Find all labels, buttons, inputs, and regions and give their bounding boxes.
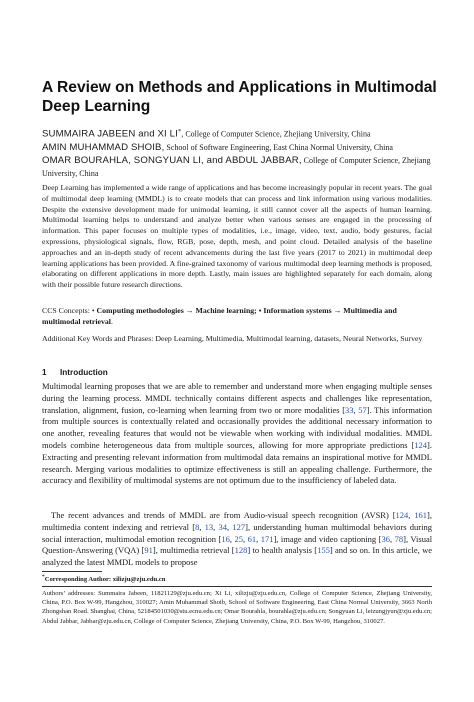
ccs-suffix: .: [110, 316, 113, 326]
citation-link[interactable]: 33: [345, 404, 354, 415]
citation-link[interactable]: 57: [358, 404, 367, 415]
text-run: ,: [213, 521, 219, 532]
citation-link[interactable]: 171: [260, 533, 274, 544]
text-run: ,: [256, 533, 261, 544]
citation-link[interactable]: 124: [414, 439, 428, 450]
author-affiliation-2: School of Software Engineering, East China Normal University, China: [164, 142, 393, 152]
corresponding-author-footnote: [42, 573, 432, 584]
text-run: ], multimedia content indexing and retrieval [: [42, 510, 433, 532]
citation-link[interactable]: 36: [381, 533, 390, 544]
author-line-2: [42, 141, 442, 154]
address-divider: [42, 586, 432, 587]
author-block: [42, 125, 442, 180]
citation-link[interactable]: 16: [221, 533, 230, 544]
text-run: ]. This information from multiple sources is contextually related and occasionally provides the additional necessary information to one another, revealing features that would not be viewable when working with individual modalities. MMDL models combine heterogeneous data from multiple sources, allowing for more appropriate predictions [: [42, 404, 432, 450]
citation-link[interactable]: 161: [414, 510, 428, 520]
citation-link[interactable]: 78: [394, 533, 404, 544]
text-run: ,: [229, 533, 235, 544]
intro-paragraph-2: [42, 510, 432, 569]
citation-link[interactable]: 34: [218, 521, 228, 532]
author-names-2: AMIN MUHAMMAD SHOIB,: [42, 141, 165, 153]
text-run: ,: [227, 521, 233, 532]
intro-paragraph-1: [42, 381, 432, 487]
text-run: ], Visual Question-Answering (VQA) [: [42, 533, 433, 556]
citation-link[interactable]: 13: [204, 521, 214, 532]
text-run: The recent advances and trends of MMDL are from Audio-visual speech recognition (AVSR) [: [51, 510, 396, 520]
citation-link[interactable]: 155: [317, 545, 330, 556]
text-run: ,: [389, 533, 395, 544]
citation-link[interactable]: 128: [234, 545, 248, 556]
citation-link[interactable]: 25: [234, 533, 243, 544]
corresponding-author-mark: *: [177, 128, 182, 135]
author-affiliation-1: , College of Computer Science, Zhejiang University, China: [181, 129, 371, 139]
text-run: ] to health analysis [: [247, 545, 318, 556]
text-run: ]. Extracting and presenting relevant information from multimodal data remains an inspirational motive for MMDL research. Merging various modalities to optimize effectiveness is still an appealing challenge. Furthermore, the accuracy and flexibility of multimodal systems are not optimum due to the insufficiency of labeled data.: [42, 439, 432, 486]
section-number: 1: [42, 368, 47, 377]
citation-link[interactable]: 127: [232, 521, 246, 532]
section-heading: [42, 368, 108, 377]
paper-title: A Review on Methods and Applications in Multimodal Deep Learning: [42, 79, 437, 115]
text-run: ], understanding human multimodal behaviors during social interaction, multimodal emotion recognition [: [42, 521, 432, 544]
author-line-3: [42, 154, 442, 180]
footnote-divider: [42, 571, 102, 572]
citation-link[interactable]: 8: [195, 521, 200, 532]
text-run: ], multimedia retrieval [: [152, 545, 235, 556]
author-names-1: SUMMAIRA JABEEN and XI LI: [42, 128, 178, 140]
text-run: ] and so on. In this article, we analyzed the latest MMDL models to propose: [42, 545, 432, 568]
author-affiliation-3: College of Computer Science, Zhejiang University, China: [42, 156, 431, 179]
text-run: ,: [353, 404, 359, 415]
text-run: ,: [242, 533, 248, 544]
section-title: Introduction: [60, 368, 108, 377]
author-names-3: OMAR BOURAHLA, SONGYUAN LI, and ABDUL JABBAR,: [42, 155, 302, 167]
citation-link[interactable]: 61: [247, 533, 257, 544]
text-run: ,: [408, 510, 415, 520]
author-line-1: [42, 125, 442, 141]
ccs-prefix: CCS Concepts: •: [42, 306, 97, 315]
text-run: ], image and video captioning [: [273, 533, 382, 544]
footnote-mark: *: [42, 574, 45, 580]
keywords: Additional Key Words and Phrases: Deep Learning, Multimedia, Multimodal learning, datasets, Neural Networks, Survey: [42, 334, 423, 343]
footnote-email: xilizju@zju.edu.cn: [111, 576, 166, 584]
abstract: Deep Learning has implemented a wide range of applications and has become increasingly popular in recent years. The goal of multimodal deep learning (MMDL) is to create models that can process and link information using various modalities. Despite the extensive development made for unimodal learning, it still cannot cover all the aspects of human learning. Multimodal learning helps to understand and analyze better when various senses are engaged in the processing of information. This paper focuses on multiple types of modalities, i.e., image, video, text, audio, body gestures, facial expressions, physiological signals, flow, RGB, pose, depth, mesh, and point cloud. Detailed analysis of the baseline approaches and an in-depth study of recent advancements during the last five years (2017 to 2021) in multimodal deep learning applications has been provided. A fine-grained taxonomy of various multimodal deep learning methods is proposed, elaborating on different applications in more depth. Lastly, main issues are highlighted separately for each domain, along with their possible future research directions.: [42, 183, 432, 290]
citation-link[interactable]: 124: [395, 510, 409, 520]
ccs-concept-list: Computing methodologies → Machine learning; • Information systems → Multimedia and multimodal retrieval: [42, 306, 397, 326]
text-run: Multimodal learning proposes that we are able to remember and understand more when engaging multiple senses during the learning process. MMDL technically contains different aspects and challenges like representation, translation, alignment, fusion, co-learning when learning from two or more modalities [: [42, 381, 432, 415]
ccs-concepts: [42, 306, 432, 328]
footnote-label: Corresponding Author:: [44, 576, 112, 584]
text-run: ,: [199, 521, 205, 532]
citation-link[interactable]: 91: [144, 545, 153, 556]
author-addresses: Authors’ addresses: Summaira Jabeen, 11821129@zju.edu.cn; Xi Li, xilizju@zju.edu.cn, College of Computer Science, Zhejiang University, China, P.O. Box W-99, Hangzhou, 310027; Amin Muhammad Shoib, School of Software Engineering, East China Normal University, 3663 North Zhongshan Road. Shanghai, China, 52184501030@stu.ecnu.edu.cn; Omar Bourahla, bourahla@zju.edu.cn; Songyuan Li, leizungjyun@zju.edu.cn; Abdul Jabbar, Jabbar@zju.edu.cn, College of Computer Science, Zhejiang University, China, P.O. Box W-99, Hangzhou, 310027.: [42, 590, 432, 625]
